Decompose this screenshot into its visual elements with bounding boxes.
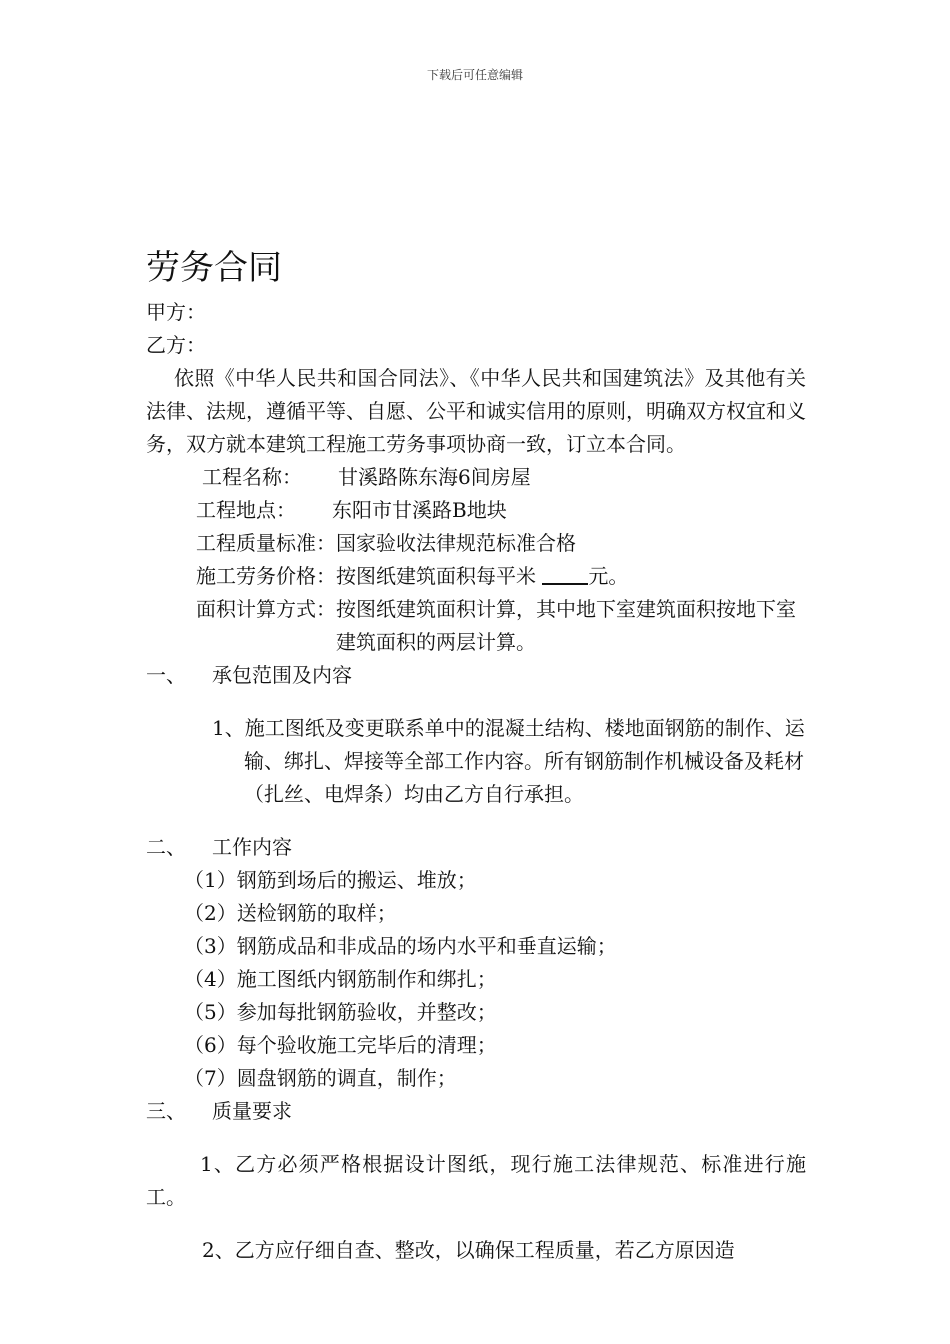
section-2-item: （2）送检钢筋的取样； <box>184 901 397 925</box>
project-price-unit: 元。 <box>588 564 629 588</box>
section-1-heading <box>146 659 806 692</box>
project-area-value: 按图纸建筑面积计算，其中地下室建筑面积按地下室建筑面积的两层计算。 <box>336 597 796 654</box>
contract-body <box>146 246 806 1287</box>
section-3-heading <box>146 1095 806 1128</box>
section-2-item: （4）施工图纸内钢筋制作和绑扎； <box>184 967 497 991</box>
project-location-value: 东阳市甘溪路B地块 <box>332 498 507 522</box>
project-name-value: 甘溪路陈东海6间房屋 <box>338 465 531 489</box>
contract-title: 劳务合同 <box>146 248 282 288</box>
project-area-row <box>146 593 806 659</box>
section-1-number: 一、 <box>146 663 186 687</box>
project-price-value-wrap <box>336 560 806 593</box>
project-location-label: 工程地点： <box>196 498 296 522</box>
section-2-item: （7）圆盘钢筋的调直，制作； <box>184 1066 457 1090</box>
project-quality-label: 工程质量标准： <box>196 531 336 555</box>
header-note: 下载后可任意编辑 <box>426 68 523 82</box>
project-price-label: 施工劳务价格： <box>196 564 336 588</box>
party-b-line: 乙方： <box>146 333 206 357</box>
section-2-item: （3）钢筋成品和非成品的场内水平和垂直运输； <box>184 934 617 958</box>
party-a-line: 甲方： <box>146 300 206 324</box>
project-quality-row <box>146 527 806 560</box>
project-location-row <box>146 494 806 527</box>
section-2-item: （5）参加每批钢筋验收，并整改； <box>184 1000 497 1024</box>
price-blank-line <box>542 563 588 585</box>
section-3-item-2: 2、乙方应仔细自查、整改，以确保工程质量，若乙方原因造 <box>202 1238 735 1262</box>
project-name-label: 工程名称： <box>202 465 302 489</box>
section-2-item: （6）每个验收施工完毕后的清理； <box>184 1033 497 1057</box>
section-3-title: 质量要求 <box>212 1099 292 1123</box>
project-price-value: 按图纸建筑面积每平米 <box>336 564 536 588</box>
section-2-item: （1）钢筋到场后的搬运、堆放； <box>184 868 477 892</box>
section-3-number: 三、 <box>146 1099 186 1123</box>
section-1-item-1: 1、施工图纸及变更联系单中的混凝土结构、楼地面钢筋的制作、运输、绑扎、焊接等全部工作内容。所有钢筋制作机械设备及耗材（扎丝、电焊条）均由乙方自行承担。 <box>212 716 805 806</box>
section-2-number: 二、 <box>146 835 186 859</box>
section-1-title: 承包范围及内容 <box>212 663 352 687</box>
section-2-heading <box>146 831 806 864</box>
project-price-row <box>146 560 806 593</box>
project-name-row <box>146 461 806 494</box>
project-quality-value: 国家验收法律规范标准合格 <box>336 531 576 555</box>
project-area-label: 面积计算方式： <box>196 597 336 621</box>
section-3-item-1: 1、乙方必须严格根据设计图纸，现行施工法律规范、标准进行施工。 <box>146 1152 806 1209</box>
intro-paragraph: 依照《中华人民共和国合同法》、《中华人民共和国建筑法》及其他有关法律、法规，遵循平等、自愿、公平和诚实信用的原则，明确双方权宜和义务，双方就本建筑工程施工劳务事项协商一致，订立本合同。 <box>146 366 806 456</box>
section-2-title: 工作内容 <box>212 835 292 859</box>
